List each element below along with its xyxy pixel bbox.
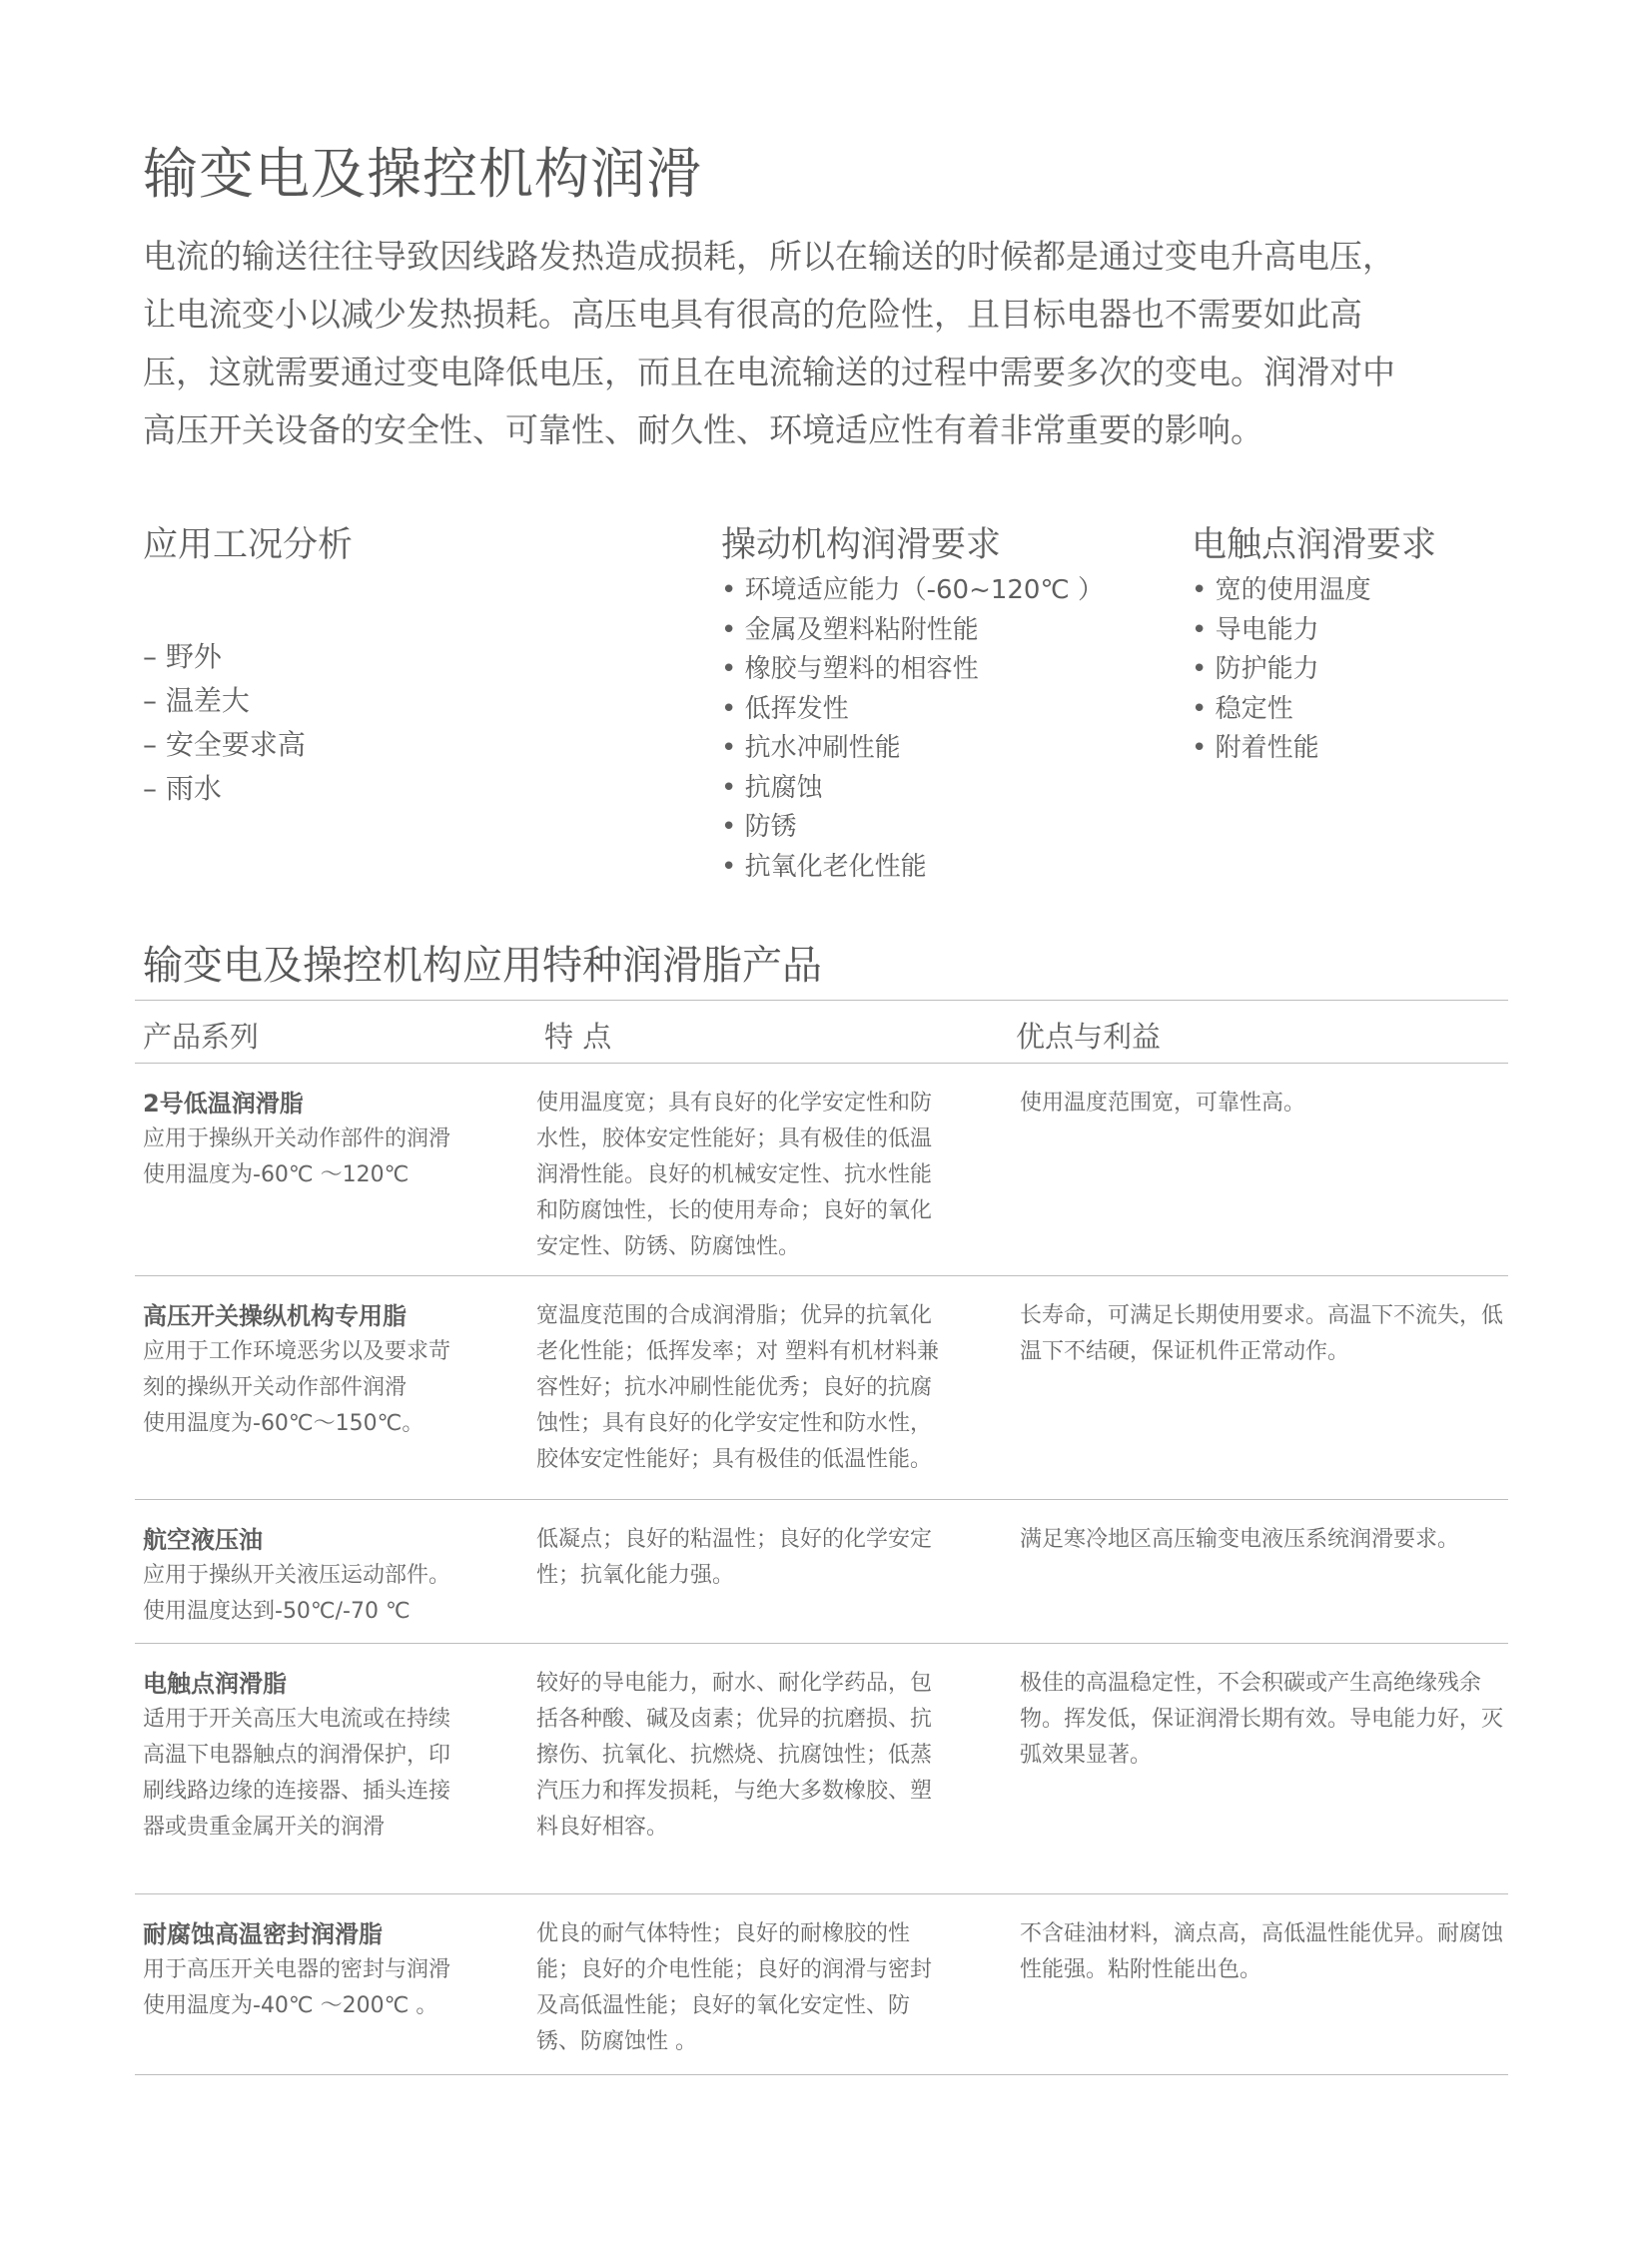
feature-line: 胶体安定性能好；具有极佳的低温性能。 [536,1447,933,1472]
mechanism-list [721,571,1104,887]
feature-line: 料良好相容。 [536,1815,669,1840]
intro-line: 高压开关设备的安全性、可靠性、耐久性、环境适应性有着非常重要的影响。 [143,410,1263,449]
list-item: • 附着性能 [1192,733,1319,763]
feature-line: 低凝点；良好的粘温性；良好的化学安定 [536,1527,933,1552]
product-name: 航空液压油 [143,1526,263,1554]
product-series-cell [143,1522,512,1630]
intro-paragraph [143,228,1521,459]
feature-line: 锈、防腐蚀性 。 [536,2029,697,2054]
table-row [135,1644,1508,1894]
product-name: 2号低温润滑脂 [143,1090,304,1118]
benefit-line: 性能强。粘附性能出色。 [1020,1957,1262,1982]
feature-line: 和防腐蚀性，长的使用寿命；良好的氧化 [536,1198,933,1223]
intro-line: 压，这就需要通过变电降低电压，而且在电流输送的过程中需要多次的变电。润滑对中 [143,353,1395,391]
products-section-title: 输变电及操控机构应用特种润滑脂产品 [143,943,822,989]
product-desc-line: 高温下电器触点的润滑保护，印 [143,1743,451,1768]
product-desc-line: 应用于工作环境恶劣以及要求苛 [143,1339,451,1364]
product-series-cell [143,1298,512,1442]
mechanism-requirements [721,517,1104,887]
list-item: • 宽的使用温度 [1192,575,1371,605]
contact-list [1192,571,1436,769]
list-item: – 野外 [143,640,222,673]
product-name: 高压开关操纵机构专用脂 [143,1302,407,1330]
product-series-cell [143,1086,512,1193]
product-series-cell [143,1916,512,2024]
list-item: • 导电能力 [1192,614,1319,645]
application-heading: 应用工况分析 [143,525,354,565]
product-benefits-cell [1020,1916,1509,1988]
contact-heading: 电触点润滑要求 [1192,525,1437,565]
list-item: • 稳定性 [1192,693,1293,724]
product-features-cell [536,1916,986,2060]
benefit-line: 不含硅油材料，滴点高，高低温性能优异。耐腐蚀 [1020,1921,1504,1946]
feature-line: 蚀性；具有良好的化学安定性和防水性， [536,1411,933,1436]
product-benefits-cell [1020,1298,1509,1370]
products-table [135,1000,1508,2075]
feature-line: 擦伤、抗氧化、抗燃烧、抗腐蚀性；低蒸 [536,1743,933,1768]
product-features-cell [536,1522,986,1594]
intro-line: 电流的输送往往导致因线路发热造成损耗，所以在输送的时候都是通过变电升高电压， [143,237,1395,276]
column-header-benefits: 优点与利益 [1016,1020,1162,1054]
list-item: • 抗水冲刷性能 [721,733,901,763]
feature-line: 宽温度范围的合成润滑脂；优异的抗氧化 [536,1303,933,1328]
list-item: • 环境适应能力（-60~120℃ ） [721,575,1104,605]
product-name: 耐腐蚀高温密封润滑脂 [143,1920,383,1948]
product-desc-line: 用于高压开关电器的密封与润滑 [143,1957,451,1982]
benefit-line: 弧效果显著。 [1020,1743,1153,1768]
benefit-line: 满足寒冷地区高压输变电液压系统润滑要求。 [1020,1527,1460,1552]
product-benefits-cell [1020,1666,1509,1774]
product-desc-line: 适用于开关高压大电流或在持续 [143,1707,451,1732]
product-desc-line: 刷线路边缘的连接器、插头连接 [143,1779,451,1804]
table-row [135,1894,1508,2075]
column-header-series: 产品系列 [143,1020,260,1054]
product-desc-line: 使用温度为-60℃ ～120℃ [143,1162,410,1187]
list-item: • 防锈 [721,812,797,842]
feature-line: 水性，胶体安定性能好；具有极佳的低温 [536,1126,933,1151]
feature-line: 能；良好的介电性能；良好的润滑与密封 [536,1957,933,1982]
feature-line: 使用温度宽；具有良好的化学安定性和防 [536,1091,933,1116]
product-benefits-cell [1020,1086,1509,1121]
list-item: • 低挥发性 [721,693,849,724]
benefit-line: 使用温度范围宽，可靠性高。 [1020,1091,1306,1116]
contact-requirements [1192,517,1436,769]
feature-line: 较好的导电能力，耐水、耐化学药品，包 [536,1671,933,1696]
list-item: – 温差大 [143,684,250,717]
list-item: – 安全要求高 [143,728,306,761]
feature-line: 老化性能；低挥发率；对 塑料有机材料兼 [536,1339,939,1364]
benefit-line: 长寿命，可满足长期使用要求。高温下不流失，低 [1020,1303,1504,1328]
list-item: – 雨水 [143,772,222,805]
product-features-cell [536,1666,986,1846]
benefit-line: 温下不结硬，保证机件正常动作。 [1020,1339,1350,1364]
table-row [135,1276,1508,1500]
benefit-line: 物。挥发低，保证润滑长期有效。导电能力好，灭 [1020,1707,1504,1732]
feature-line: 优良的耐气体特性；良好的耐橡胶的性 [536,1921,911,1946]
feature-line: 及高低温性能；良好的氧化安定性、防 [536,1993,911,2018]
list-item: • 橡胶与塑料的相容性 [721,654,979,684]
column-header-features: 特 点 [544,1020,612,1054]
product-features-cell [536,1298,986,1478]
application-list [143,635,353,811]
product-desc-line: 应用于操纵开关动作部件的润滑 [143,1126,451,1151]
product-features-cell [536,1086,986,1265]
page-title: 输变电及操控机构润滑 [143,142,703,206]
product-name: 电触点润滑脂 [143,1670,287,1698]
list-item: • 金属及塑料粘附性能 [721,614,979,645]
feature-line: 性；抗氧化能力强。 [536,1563,735,1588]
feature-line: 括各种酸、碱及卤素；优异的抗磨损、抗 [536,1707,933,1732]
product-desc-line: 使用温度达到-50℃/-70 ℃ [143,1599,411,1624]
product-desc-line: 器或贵重金属开关的润滑 [143,1815,386,1840]
table-header [135,1000,1508,1064]
product-benefits-cell [1020,1522,1509,1558]
product-desc-line: 刻的操纵开关动作部件润滑 [143,1375,408,1400]
mechanism-heading: 操动机构润滑要求 [721,525,1002,565]
list-item: • 防护能力 [1192,654,1319,684]
product-desc-line: 使用温度为-40℃ ～200℃ 。 [143,1993,438,2018]
feature-line: 安定性、防锈、防腐蚀性。 [536,1234,801,1259]
application-conditions [143,517,353,811]
table-row [135,1500,1508,1644]
feature-line: 容性好；抗水冲刷性能优秀；良好的抗腐 [536,1375,933,1400]
benefit-line: 极佳的高温稳定性，不会积碳或产生高绝缘残余 [1020,1671,1482,1696]
product-series-cell [143,1666,512,1846]
table-row [135,1064,1508,1276]
product-desc-line: 应用于操纵开关液压运动部件。 [143,1563,451,1588]
feature-line: 汽压力和挥发损耗，与绝大多数橡胶、塑 [536,1779,933,1804]
list-item: • 抗腐蚀 [721,772,823,803]
intro-line: 让电流变小以减少发热损耗。高压电具有很高的危险性，且目标电器也不需要如此高 [143,295,1362,334]
list-item: • 抗氧化老化性能 [721,851,927,882]
feature-line: 润滑性能。良好的机械安定性、抗水性能 [536,1162,933,1187]
product-desc-line: 使用温度为-60℃～150℃。 [143,1411,424,1436]
